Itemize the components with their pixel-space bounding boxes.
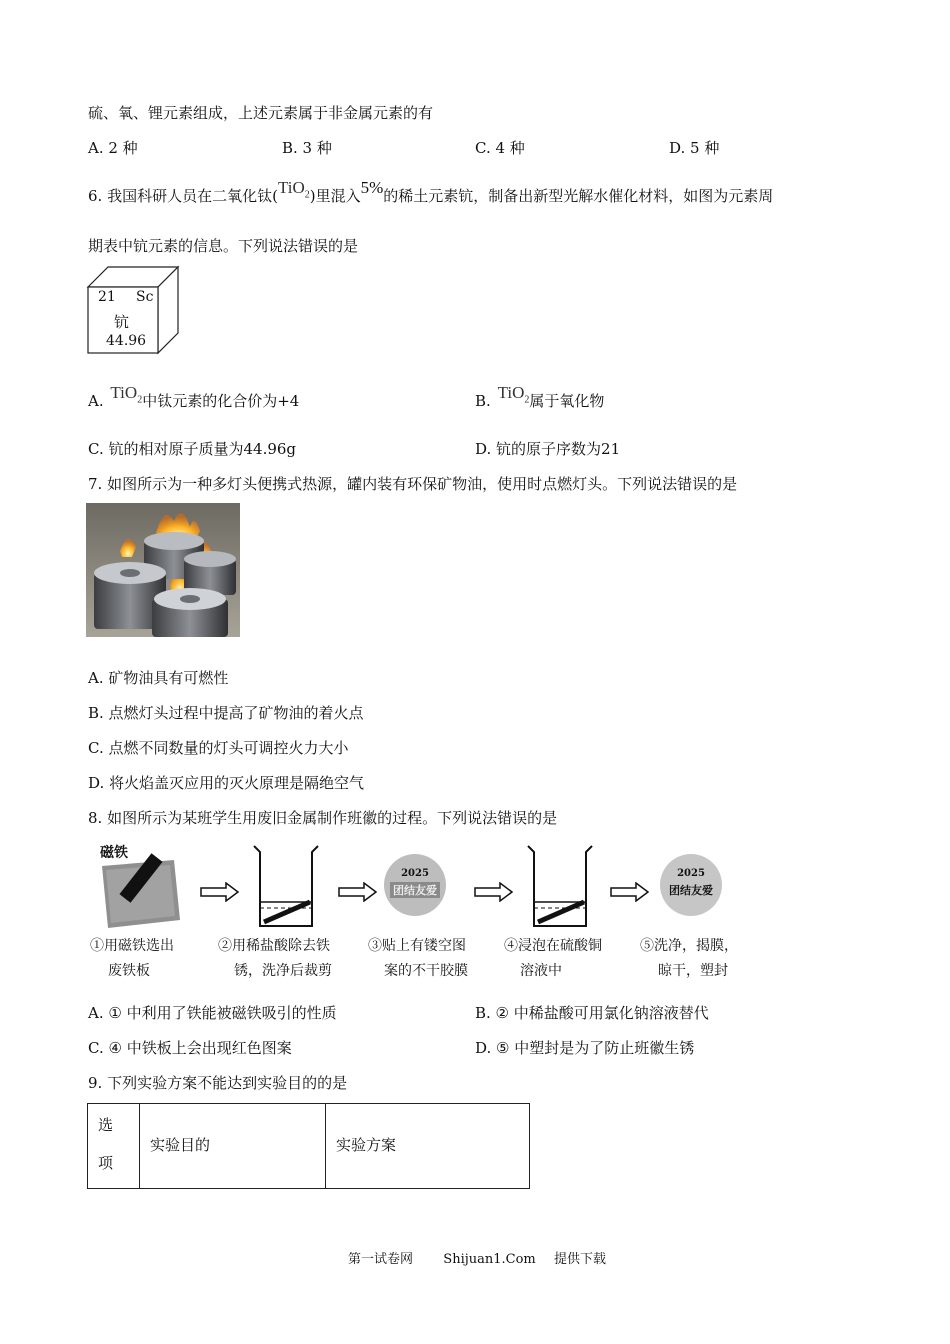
caption-line: ②用稀盐酸除去铁 (218, 938, 330, 954)
formula-text: TiO (110, 383, 138, 402)
burner-photo (86, 503, 240, 637)
experiment-table (87, 1103, 530, 1189)
q8-option-a: A. ① 中利用了铁能被磁铁吸引的性质 (88, 1004, 337, 1022)
element-mass: 44.96 (106, 333, 147, 349)
q8-option-b: B. ② 中稀盐酸可用氯化钠溶液替代 (475, 1004, 709, 1022)
q7-option-a: A. 矿物油具有可燃性 (88, 669, 229, 687)
formula-subscript: 2 (304, 189, 310, 201)
table-header-purpose (139, 1103, 326, 1189)
q6-option-d: D. 钪的原子序数为21 (475, 440, 621, 458)
element-name: 钪 (114, 313, 130, 331)
header-text: 实验目的 (150, 1136, 211, 1154)
caption-line: 溶液中 (520, 963, 562, 979)
q6-option-b (475, 383, 605, 413)
q6-stem-line2: 期表中钪元素的信息。下列说法错误的是 (88, 237, 359, 255)
q7-option-d: D. 将火焰盖灭应用的灭火原理是隔绝空气 (88, 774, 365, 792)
beaker-acid-icon (250, 844, 322, 930)
formula-subscript: 2 (524, 394, 530, 406)
step-caption-1 (90, 934, 174, 984)
q6-stem-a: 6. 我国科研人员在二氧化钛( (88, 187, 278, 205)
q6-percent: 5% (360, 178, 384, 197)
formula-subscript: 2 (137, 394, 143, 406)
arrow-right-icon (610, 882, 650, 902)
option-text: 属于氧化物 (529, 392, 605, 410)
option-text: 中钛元素的化合价为+4 (142, 392, 300, 410)
option-label: B. (475, 392, 491, 410)
badge-year: 2025 (401, 868, 429, 879)
q5-option-d: D. 5 种 (669, 139, 720, 157)
step-caption-5 (640, 934, 738, 984)
q6-option-a (88, 383, 300, 413)
formula-text: TiO (497, 383, 525, 402)
q7-option-c: C. 点燃不同数量的灯头可调控火力大小 (88, 739, 349, 757)
caption-line: 晾干，塑封 (658, 963, 728, 979)
q9-stem: 9. 下列实验方案不能达到实验目的的是 (88, 1074, 348, 1092)
arrow-right-icon (338, 882, 378, 902)
element-card (86, 265, 181, 355)
badge-with-film (384, 854, 446, 916)
badge-year: 2025 (677, 868, 705, 879)
q6-stem-b: )里混入 (309, 187, 361, 205)
q6-b-formula (497, 383, 530, 406)
q8-stem: 8. 如图所示为某班学生用废旧金属制作班徽的过程。下列说法错误的是 (88, 809, 558, 827)
step-caption-3 (368, 934, 468, 984)
caption-line: 废铁板 (108, 963, 150, 979)
footer (348, 1248, 606, 1267)
q5-option-a: A. 2 种 (88, 139, 138, 157)
process-diagram (86, 838, 756, 988)
q5-option-c: C. 4 种 (475, 139, 525, 157)
step-caption-4 (504, 934, 602, 984)
caption-line: ④浸泡在硫酸铜 (504, 938, 602, 954)
q6-stem-c: 的稀土元素钪，制备出新型光解水催化材料，如图为元素周 (383, 187, 774, 205)
q6-formula (277, 178, 310, 201)
q6-stem-line1 (88, 178, 774, 208)
caption-line: ③贴上有镂空图 (368, 938, 466, 954)
caption-line: 锈，洗净后裁剪 (234, 963, 332, 979)
q6-a-formula (110, 383, 143, 406)
badge-motto: 团结友爱 (390, 882, 440, 898)
arrow-right-icon (200, 882, 240, 902)
option-label: A. (88, 392, 104, 410)
caption-line: ⑤洗净，揭膜， (640, 938, 738, 954)
element-number: 21 (98, 289, 116, 305)
formula-text: TiO (277, 178, 305, 197)
caption-line: 案的不干胶膜 (384, 963, 468, 979)
header-text: 项 (98, 1154, 114, 1172)
q7-option-b: B. 点燃灯头过程中提高了矿物油的着火点 (88, 704, 364, 722)
q5-stem: 硫、氧、锂元素组成，上述元素属于非金属元素的有 (88, 104, 434, 122)
footer-site-en: Shijuan1.Com (443, 1252, 536, 1267)
q6-option-c: C. 钪的相对原子质量为44.96g (88, 440, 297, 458)
step-caption-2 (218, 934, 332, 984)
beaker-copper-sulfate-icon (524, 844, 596, 930)
footer-note: 提供下载 (554, 1252, 607, 1267)
table-header-plan (325, 1103, 530, 1189)
header-text: 实验方案 (336, 1136, 397, 1154)
arrow-right-icon (474, 882, 514, 902)
badge-motto: 团结友爱 (669, 884, 713, 897)
finished-badge (660, 854, 722, 916)
q8-option-c: C. ④ 中铁板上会出现红色图案 (88, 1039, 292, 1057)
footer-site-cn: 第一试卷网 (348, 1252, 414, 1267)
caption-line: ①用磁铁选出 (90, 938, 174, 954)
table-header-option (87, 1103, 140, 1189)
header-text: 选 (98, 1116, 114, 1134)
q5-option-b: B. 3 种 (282, 139, 332, 157)
element-symbol: Sc (136, 289, 154, 305)
q7-stem: 7. 如图所示为一种多灯头便携式热源，罐内装有环保矿物油，使用时点燃灯头。下列说法错误的是 (88, 475, 738, 493)
magnet-label: 磁铁 (100, 845, 128, 861)
q8-option-d: D. ⑤ 中塑封是为了防止班徽生锈 (475, 1039, 695, 1057)
